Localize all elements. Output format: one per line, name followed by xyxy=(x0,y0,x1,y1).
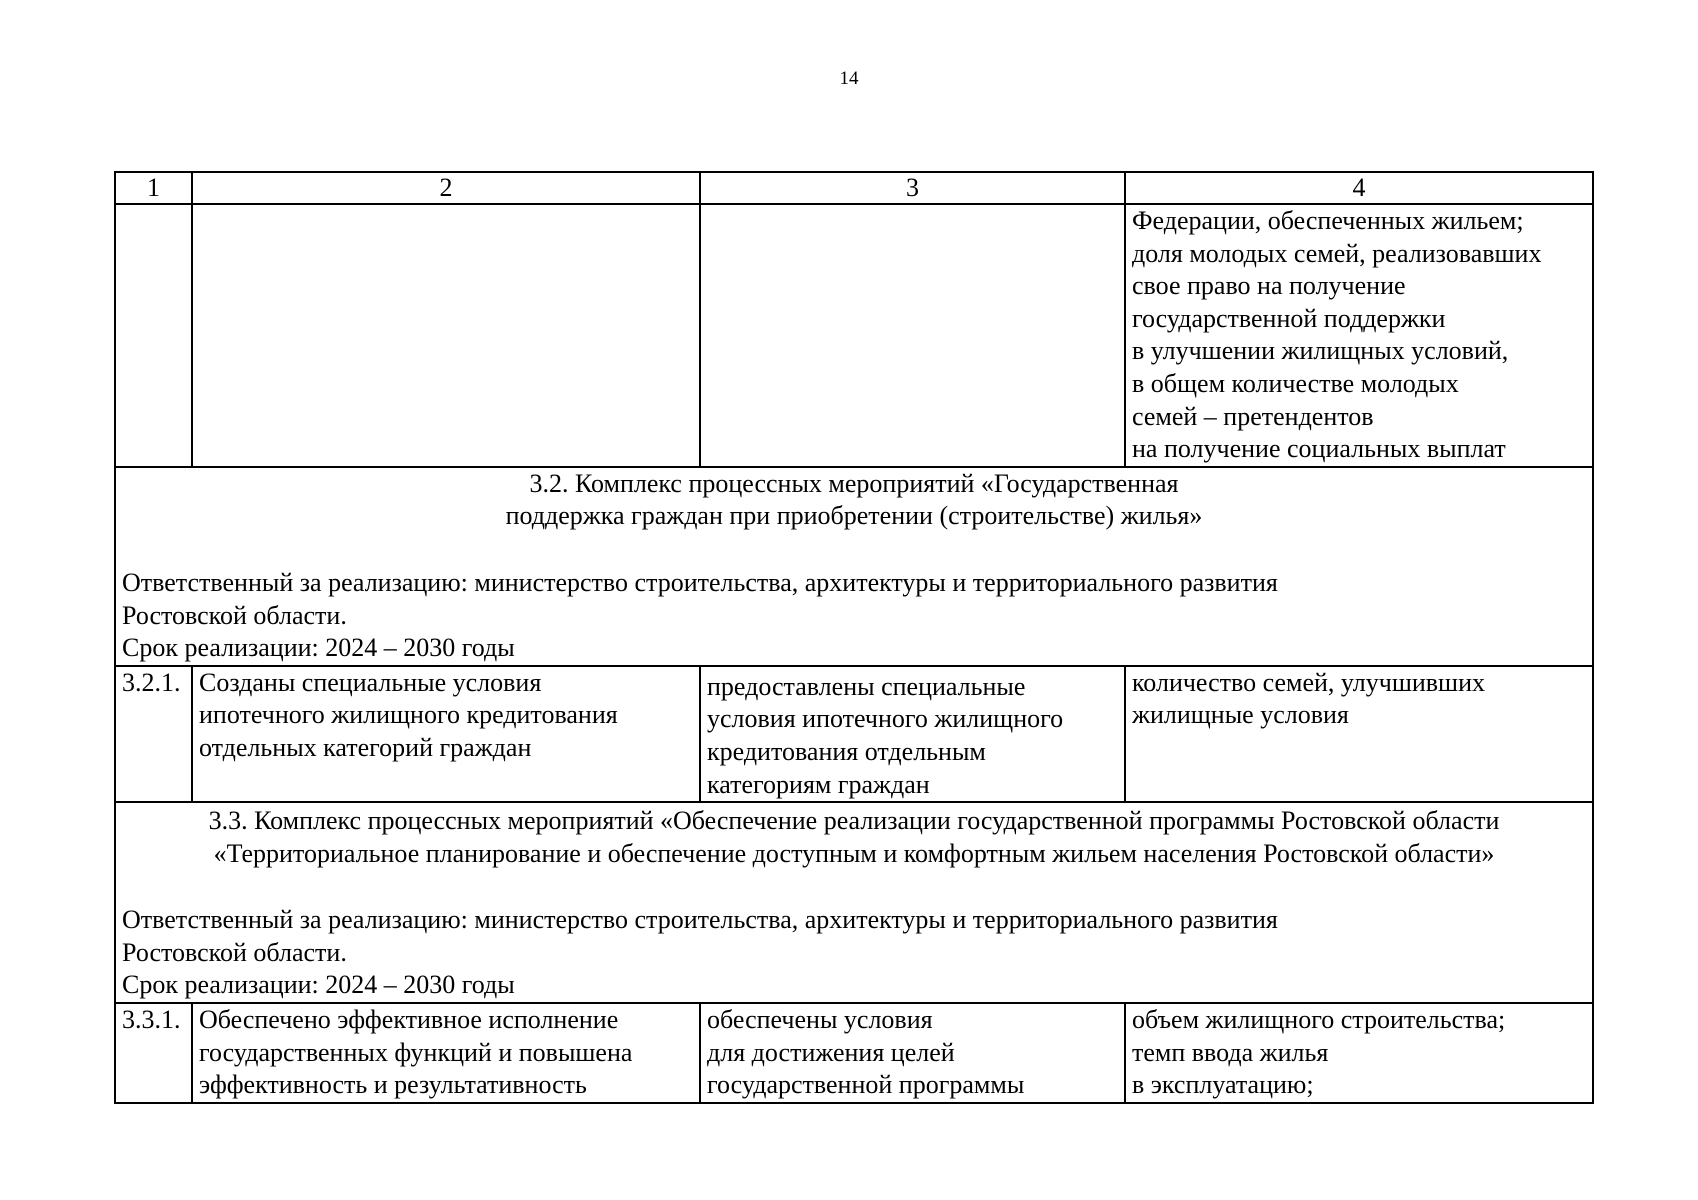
text-line: свое право на получение xyxy=(1132,271,1406,301)
text-line: семей – претендентов xyxy=(1132,401,1374,431)
column-number-4: 4 xyxy=(1125,172,1593,204)
page-number: 14 xyxy=(839,68,859,89)
term-line: Срок реализации: 2024 – 2030 годы xyxy=(122,970,515,1000)
section-info xyxy=(122,567,1586,665)
section-header-3-2 xyxy=(115,467,1593,666)
text-line: темп ввода жилья xyxy=(1132,1037,1329,1067)
term-line: Срок реализации: 2024 – 2030 годы xyxy=(122,633,515,663)
text-line: количество семей, улучшивших xyxy=(1132,667,1485,697)
text-line: кредитования отдельным xyxy=(707,736,986,766)
section-title-line: поддержка граждан при приобретении (строительстве) жилья» xyxy=(505,501,1203,531)
text-line: государственных функций и повышена xyxy=(199,1037,633,1067)
responsible-line: Ростовской области. xyxy=(122,937,347,967)
text-line: Обеспечено эффективное исполнение xyxy=(199,1005,619,1035)
section-header-3-3 xyxy=(115,802,1593,1003)
text-line: эффективность и результативность xyxy=(199,1070,587,1100)
indicator-cell xyxy=(1125,1003,1593,1103)
section-info xyxy=(122,904,1586,1002)
text-line: обеспечены условия xyxy=(707,1005,933,1035)
text-line: предоставлены специальные xyxy=(707,671,1026,701)
continuation-row xyxy=(115,204,1593,467)
continuation-col1 xyxy=(115,204,192,467)
text-line: жилищные условия xyxy=(1132,700,1349,730)
table-row-3-2-1 xyxy=(115,666,1593,802)
column-number-1: 1 xyxy=(115,172,192,204)
responsible-line: Ответственный за реализацию: министерство строительства, архитектуры и территориального развития xyxy=(122,905,1278,935)
section-title xyxy=(122,805,1586,870)
text-line: в общем количестве молодых xyxy=(1132,368,1459,398)
row-number: 3.3.1. xyxy=(115,1003,192,1103)
text-line: на получение социальных выплат xyxy=(1132,434,1506,464)
text-line: доля молодых семей, реализовавших xyxy=(1132,238,1542,268)
section-title-line: «Территориальное планирование и обеспечение доступным и комфортным жильем населения Ростовской области» xyxy=(213,838,1495,868)
effect-cell xyxy=(700,1003,1125,1103)
text-line: в эксплуатацию; xyxy=(1132,1070,1314,1100)
text-line: Федерации, обеспеченных жильем; xyxy=(1132,206,1524,235)
text-line: государственной поддержки xyxy=(1132,303,1446,333)
responsible-line: Ростовской области. xyxy=(122,600,347,630)
text-line: объем жилищного строительства; xyxy=(1132,1005,1506,1035)
text-line: отдельных категорий граждан xyxy=(199,732,532,762)
text-line: категориям граждан xyxy=(707,769,930,799)
measures-table xyxy=(114,171,1594,1104)
continuation-indicators xyxy=(1125,204,1593,467)
text-line: в улучшении жилищных условий, xyxy=(1132,336,1509,366)
column-number-row xyxy=(115,172,1593,204)
task-cell xyxy=(192,1003,700,1103)
row-number: 3.2.1. xyxy=(115,666,192,802)
responsible-line: Ответственный за реализацию: министерство строительства, архитектуры и территориального развития xyxy=(122,567,1278,597)
column-number-3: 3 xyxy=(700,172,1125,204)
continuation-col3 xyxy=(700,204,1125,467)
table-row-3-3-1 xyxy=(115,1003,1593,1103)
section-title-line: 3.3. Комплекс процессных мероприятий «Обеспечение реализации государственной программы Ростовской области xyxy=(208,806,1500,836)
text-line: Созданы специальные условия xyxy=(199,667,542,697)
text-line: государственной программы xyxy=(707,1070,1025,1100)
task-cell xyxy=(192,666,700,802)
text-line: условия ипотечного жилищного xyxy=(707,704,1064,734)
section-title xyxy=(122,468,1586,533)
text-line: для достижения целей xyxy=(707,1037,955,1067)
section-title-line: 3.2. Комплекс процессных мероприятий «Государственная xyxy=(529,468,1179,498)
text-line: ипотечного жилищного кредитования xyxy=(199,700,618,730)
effect-cell xyxy=(700,666,1125,802)
continuation-col2 xyxy=(192,204,700,467)
indicator-cell xyxy=(1125,666,1593,802)
column-number-2: 2 xyxy=(192,172,700,204)
